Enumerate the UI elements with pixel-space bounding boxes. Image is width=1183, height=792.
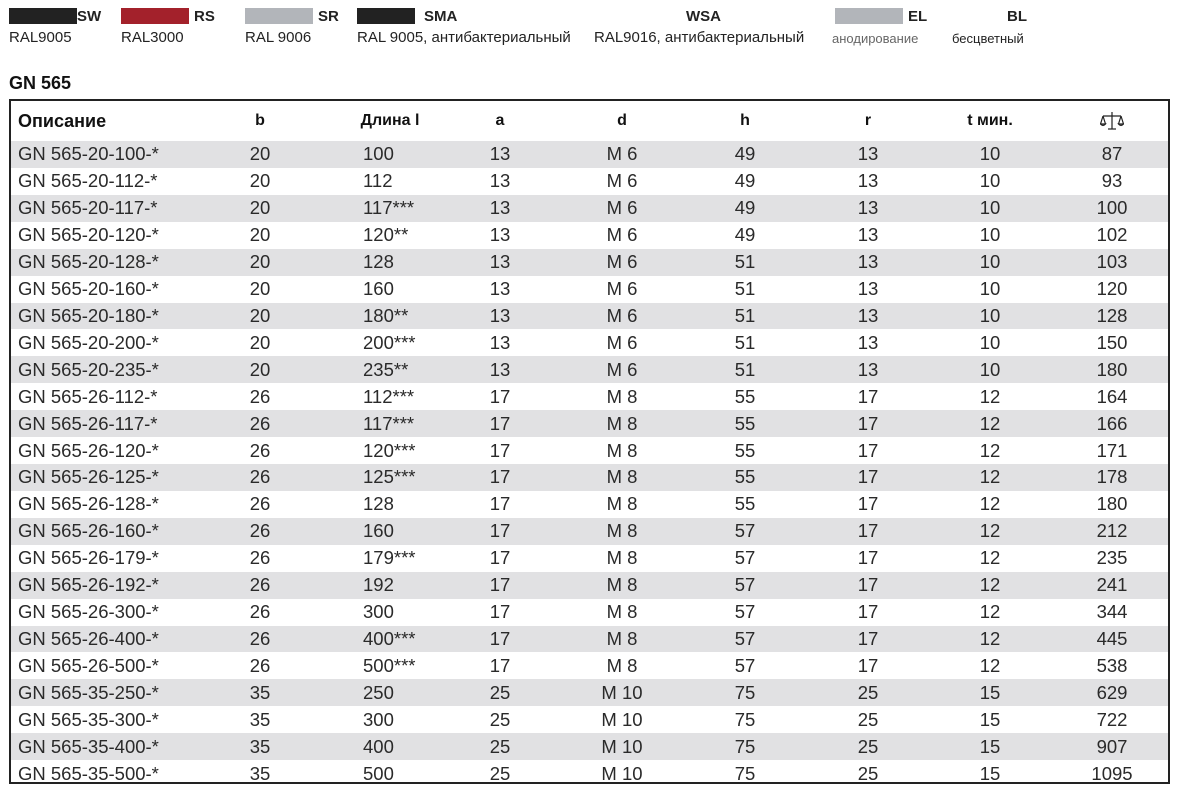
- cell-b: 26: [249, 547, 271, 569]
- cell-description: GN 565-20-128-*: [18, 251, 159, 273]
- cell-length: 235**: [363, 358, 409, 380]
- cell-d: M 8: [606, 439, 638, 461]
- cell-r: 13: [857, 224, 879, 246]
- cell-r: 13: [857, 170, 879, 192]
- cell-b: 35: [249, 735, 271, 757]
- cell-d: M 8: [606, 385, 638, 407]
- cell-length: 112: [363, 170, 393, 192]
- header-r: r: [864, 112, 872, 129]
- legend-code-sr: SR: [318, 8, 339, 25]
- table-row: [11, 464, 1168, 491]
- table-row: [11, 491, 1168, 518]
- cell-a: 17: [489, 466, 511, 488]
- cell-d: M 10: [601, 708, 643, 730]
- cell-t-min: 10: [979, 224, 1001, 246]
- cell-b: 20: [249, 304, 271, 326]
- cell-r: 13: [857, 197, 879, 219]
- legend-desc-sr: RAL 9006: [245, 29, 312, 46]
- cell-h: 75: [734, 762, 756, 784]
- table-row: [11, 249, 1168, 276]
- cell-length: 400***: [363, 628, 416, 649]
- cell-length: 100: [363, 143, 394, 165]
- swatch-rs: [121, 8, 189, 24]
- cell-weight: 235: [1096, 547, 1128, 569]
- cell-b: 20: [249, 197, 271, 219]
- cell-weight: 171: [1096, 439, 1128, 461]
- cell-h: 49: [734, 143, 756, 165]
- cell-t-min: 15: [979, 708, 1001, 730]
- table-row: [11, 383, 1168, 410]
- cell-b: 26: [249, 493, 271, 515]
- cell-b: 26: [249, 574, 271, 596]
- cell-weight: 164: [1096, 385, 1128, 407]
- cell-h: 51: [734, 331, 756, 353]
- cell-r: 25: [857, 762, 879, 784]
- cell-t-min: 10: [979, 251, 1001, 273]
- cell-d: M 8: [606, 601, 638, 623]
- table-row: [11, 626, 1168, 653]
- cell-b: 26: [249, 439, 271, 461]
- cell-length: 192: [363, 574, 394, 596]
- cell-weight: 180: [1096, 358, 1128, 380]
- cell-weight: 1095: [1091, 762, 1133, 784]
- cell-description: GN 565-26-160-*: [18, 520, 159, 542]
- cell-b: 26: [249, 520, 271, 542]
- legend-desc-el: анодирование: [832, 31, 919, 46]
- cell-r: 13: [857, 278, 879, 300]
- cell-weight: 445: [1096, 628, 1128, 649]
- cell-description: GN 565-20-160-*: [18, 278, 159, 300]
- cell-a: 25: [489, 762, 511, 784]
- table-row: [11, 518, 1168, 545]
- cell-h: 57: [734, 547, 756, 569]
- table-row: [11, 733, 1168, 760]
- cell-t-min: 10: [979, 331, 1001, 353]
- cell-t-min: 10: [979, 278, 1001, 300]
- cell-weight: 128: [1096, 304, 1128, 326]
- cell-weight: 344: [1096, 601, 1128, 623]
- cell-h: 57: [734, 654, 756, 676]
- cell-r: 17: [857, 493, 879, 515]
- cell-b: 20: [249, 358, 271, 380]
- cell-t-min: 12: [979, 520, 1001, 542]
- section-title: GN 565: [9, 73, 72, 93]
- cell-t-min: 15: [979, 681, 1001, 703]
- cell-weight: 538: [1096, 654, 1128, 676]
- cell-description: GN 565-20-100-*: [18, 143, 159, 165]
- cell-length: 120**: [363, 224, 409, 246]
- cell-h: 49: [734, 170, 756, 192]
- cell-t-min: 12: [979, 493, 1001, 515]
- table-row: [11, 652, 1168, 679]
- cell-t-min: 15: [979, 735, 1001, 757]
- cell-d: M 10: [601, 735, 643, 757]
- swatch-sr: [245, 8, 313, 24]
- cell-length: 500: [363, 762, 394, 784]
- cell-weight: 629: [1096, 681, 1128, 703]
- table-row: [11, 329, 1168, 356]
- cell-h: 51: [734, 278, 756, 300]
- cell-h: 51: [734, 251, 756, 273]
- cell-length: 160: [363, 278, 394, 300]
- cell-description: GN 565-26-120-*: [18, 439, 159, 461]
- cell-b: 26: [249, 601, 271, 623]
- header-length: Длина l: [360, 112, 420, 129]
- cell-r: 17: [857, 385, 879, 407]
- cell-a: 17: [489, 520, 511, 542]
- table-row: [11, 706, 1168, 733]
- cell-description: GN 565-35-400-*: [18, 735, 159, 757]
- cell-length: 128: [363, 251, 394, 273]
- cell-d: M 10: [601, 762, 643, 784]
- cell-description: GN 565-20-180-*: [18, 304, 159, 326]
- cell-t-min: 12: [979, 601, 1001, 623]
- table-row: [11, 572, 1168, 599]
- cell-b: 35: [249, 762, 271, 784]
- cell-d: M 6: [606, 358, 638, 380]
- cell-b: 26: [249, 466, 271, 488]
- cell-description: GN 565-35-250-*: [18, 681, 159, 703]
- cell-r: 17: [857, 466, 879, 488]
- cell-weight: 93: [1101, 170, 1123, 192]
- cell-length: 180**: [363, 304, 409, 326]
- cell-d: M 6: [606, 278, 638, 300]
- legend-code-sw: SW: [77, 8, 102, 25]
- cell-d: M 8: [606, 628, 638, 649]
- cell-description: GN 565-20-235-*: [18, 358, 159, 380]
- cell-r: 13: [857, 358, 879, 380]
- table-row: [11, 410, 1168, 437]
- cell-t-min: 10: [979, 143, 1001, 165]
- cell-a: 17: [489, 601, 511, 623]
- cell-t-min: 10: [979, 170, 1001, 192]
- cell-r: 25: [857, 681, 879, 703]
- cell-a: 13: [489, 304, 511, 326]
- cell-d: M 6: [606, 224, 638, 246]
- cell-h: 75: [734, 708, 756, 730]
- table-row: [11, 168, 1168, 195]
- cell-b: 26: [249, 654, 271, 676]
- cell-length: 200***: [363, 331, 416, 353]
- cell-length: 179***: [363, 547, 416, 569]
- cell-a: 13: [489, 170, 511, 192]
- cell-h: 49: [734, 224, 756, 246]
- cell-d: M 6: [606, 304, 638, 326]
- cell-a: 17: [489, 547, 511, 569]
- table-row: [11, 545, 1168, 572]
- cell-b: 26: [249, 628, 271, 649]
- cell-r: 17: [857, 628, 879, 649]
- cell-d: M 10: [601, 681, 643, 703]
- cell-description: GN 565-20-112-*: [18, 170, 158, 192]
- cell-b: 20: [249, 251, 271, 273]
- cell-b: 26: [249, 412, 271, 434]
- cell-length: 300: [363, 601, 394, 623]
- table-row: [11, 760, 1168, 787]
- cell-weight: 180: [1096, 493, 1128, 515]
- cell-h: 55: [734, 439, 756, 461]
- legend-code-bl: BL: [1007, 8, 1027, 25]
- cell-d: M 8: [606, 520, 638, 542]
- cell-length: 300: [363, 708, 394, 730]
- cell-h: 57: [734, 574, 756, 596]
- cell-a: 13: [489, 143, 511, 165]
- cell-r: 25: [857, 735, 879, 757]
- cell-h: 51: [734, 304, 756, 326]
- cell-r: 17: [857, 601, 879, 623]
- cell-length: 250: [363, 681, 394, 703]
- legend-code-rs: RS: [194, 8, 215, 25]
- table-row: [11, 141, 1168, 168]
- cell-d: M 6: [606, 170, 638, 192]
- cell-r: 17: [857, 520, 879, 542]
- cell-d: M 6: [606, 197, 638, 219]
- table-row: [11, 437, 1168, 464]
- cell-t-min: 12: [979, 412, 1001, 434]
- cell-description: GN 565-20-200-*: [18, 331, 159, 353]
- cell-a: 13: [489, 251, 511, 273]
- legend-code-el: EL: [908, 8, 928, 25]
- cell-description: GN 565-26-179-*: [18, 547, 159, 569]
- cell-d: M 6: [606, 331, 638, 353]
- cell-h: 49: [734, 197, 756, 219]
- cell-length: 117***: [363, 197, 415, 219]
- cell-b: 20: [249, 143, 271, 165]
- cell-t-min: 12: [979, 385, 1001, 407]
- cell-r: 17: [857, 412, 879, 434]
- cell-length: 500***: [363, 654, 416, 676]
- cell-h: 57: [734, 601, 756, 623]
- cell-length: 125***: [363, 466, 416, 488]
- cell-weight: 178: [1096, 466, 1128, 488]
- cell-d: M 8: [606, 412, 638, 434]
- table-row: [11, 195, 1168, 222]
- cell-t-min: 10: [979, 197, 1001, 219]
- cell-description: GN 565-26-125-*: [18, 466, 159, 488]
- cell-d: M 8: [606, 654, 638, 676]
- cell-h: 55: [734, 412, 756, 434]
- header-description: Описание: [18, 110, 107, 131]
- cell-length: 117***: [363, 412, 415, 434]
- cell-h: 55: [734, 493, 756, 515]
- cell-d: M 8: [606, 547, 638, 569]
- cell-d: M 6: [606, 143, 638, 165]
- cell-weight: 87: [1101, 143, 1123, 165]
- cell-h: 55: [734, 385, 756, 407]
- cell-d: M 8: [606, 493, 638, 515]
- cell-length: 120***: [363, 439, 416, 461]
- cell-a: 25: [489, 735, 511, 757]
- cell-t-min: 10: [979, 304, 1001, 326]
- header-weight: [1067, 101, 1157, 141]
- legend-code-wsa: WSA: [686, 8, 721, 25]
- cell-t-min: 12: [979, 439, 1001, 461]
- cell-t-min: 12: [979, 654, 1001, 676]
- cell-b: 35: [249, 681, 271, 703]
- cell-b: 26: [249, 385, 271, 407]
- cell-t-min: 10: [979, 358, 1001, 380]
- cell-description: GN 565-26-300-*: [18, 601, 159, 623]
- cell-a: 17: [489, 574, 511, 596]
- cell-a: 13: [489, 197, 511, 219]
- cell-h: 57: [734, 628, 756, 649]
- cell-description: GN 565-26-500-*: [18, 654, 159, 676]
- cell-h: 57: [734, 520, 756, 542]
- cell-weight: 102: [1096, 224, 1128, 246]
- swatch-el: [835, 8, 903, 24]
- cell-description: GN 565-26-400-*: [18, 628, 159, 649]
- cell-a: 13: [489, 358, 511, 380]
- header-h: h: [740, 112, 750, 129]
- cell-h: 55: [734, 466, 756, 488]
- cell-r: 25: [857, 708, 879, 730]
- cell-r: 17: [857, 547, 879, 569]
- cell-weight: 103: [1096, 251, 1128, 273]
- cell-r: 13: [857, 331, 879, 353]
- cell-a: 17: [489, 654, 511, 676]
- cell-weight: 722: [1096, 708, 1128, 730]
- cell-weight: 241: [1096, 574, 1128, 596]
- table-row: [11, 276, 1168, 303]
- cell-h: 75: [734, 681, 756, 703]
- swatch-sma: [357, 8, 415, 24]
- cell-r: 13: [857, 251, 879, 273]
- cell-description: GN 565-26-112-*: [18, 385, 158, 407]
- cell-a: 17: [489, 385, 511, 407]
- cell-length: 160: [363, 520, 394, 542]
- legend-desc-wsa: RAL9016, антибактериальный: [594, 29, 805, 46]
- header-d: d: [617, 112, 627, 129]
- cell-description: GN 565-26-192-*: [18, 574, 159, 596]
- cell-a: 25: [489, 708, 511, 730]
- cell-a: 17: [489, 412, 511, 434]
- cell-r: 13: [857, 304, 879, 326]
- cell-b: 20: [249, 278, 271, 300]
- cell-a: 13: [489, 278, 511, 300]
- legend-desc-sw: RAL9005: [9, 29, 72, 46]
- cell-a: 17: [489, 493, 511, 515]
- cell-b: 35: [249, 708, 271, 730]
- header-t-min: t мин.: [967, 112, 1013, 129]
- cell-b: 20: [249, 331, 271, 353]
- cell-a: 13: [489, 224, 511, 246]
- scale-weight-icon: [1100, 111, 1124, 131]
- legend-desc-rs: RAL3000: [121, 29, 184, 46]
- table-row: [11, 679, 1168, 706]
- cell-b: 20: [249, 224, 271, 246]
- table-row: [11, 222, 1168, 249]
- legend-desc-bl: бесцветный: [952, 31, 1024, 46]
- cell-weight: 212: [1096, 520, 1128, 542]
- cell-r: 17: [857, 654, 879, 676]
- cell-weight: 166: [1096, 412, 1128, 434]
- cell-description: GN 565-20-117-*: [18, 197, 158, 219]
- cell-t-min: 15: [979, 762, 1001, 784]
- cell-h: 51: [734, 358, 756, 380]
- cell-a: 25: [489, 681, 511, 703]
- cell-d: M 6: [606, 251, 638, 273]
- cell-description: GN 565-35-500-*: [18, 762, 159, 784]
- table-header-row: [11, 101, 1168, 143]
- table-row: [11, 356, 1168, 383]
- legend-code-sma: SMA: [424, 8, 458, 25]
- cell-t-min: 12: [979, 466, 1001, 488]
- cell-r: 17: [857, 439, 879, 461]
- legend-desc-sma: RAL 9005, антибактериальный: [357, 29, 571, 46]
- cell-t-min: 12: [979, 574, 1001, 596]
- cell-weight: 907: [1096, 735, 1128, 757]
- cell-description: GN 565-35-300-*: [18, 708, 159, 730]
- cell-d: M 8: [606, 466, 638, 488]
- cell-weight: 150: [1096, 331, 1128, 353]
- cell-length: 400: [363, 735, 394, 757]
- cell-b: 20: [249, 170, 271, 192]
- cell-a: 17: [489, 628, 511, 649]
- cell-length: 112***: [363, 385, 415, 407]
- cell-length: 128: [363, 493, 394, 515]
- cell-weight: 120: [1096, 278, 1128, 300]
- header-b: b: [255, 112, 265, 129]
- specs-table: [9, 99, 1170, 784]
- cell-weight: 100: [1096, 197, 1128, 219]
- cell-t-min: 12: [979, 547, 1001, 569]
- cell-description: GN 565-26-128-*: [18, 493, 159, 515]
- table-row: [11, 303, 1168, 330]
- cell-description: GN 565-26-117-*: [18, 412, 158, 434]
- header-a: a: [495, 112, 505, 129]
- cell-h: 75: [734, 735, 756, 757]
- cell-d: M 8: [606, 574, 638, 596]
- cell-description: GN 565-20-120-*: [18, 224, 159, 246]
- table-row: [11, 599, 1168, 626]
- cell-a: 13: [489, 331, 511, 353]
- cell-t-min: 12: [979, 628, 1001, 649]
- color-legend: [0, 0, 1183, 60]
- cell-r: 17: [857, 574, 879, 596]
- cell-a: 17: [489, 439, 511, 461]
- swatch-sw: [9, 8, 77, 24]
- cell-r: 13: [857, 143, 879, 165]
